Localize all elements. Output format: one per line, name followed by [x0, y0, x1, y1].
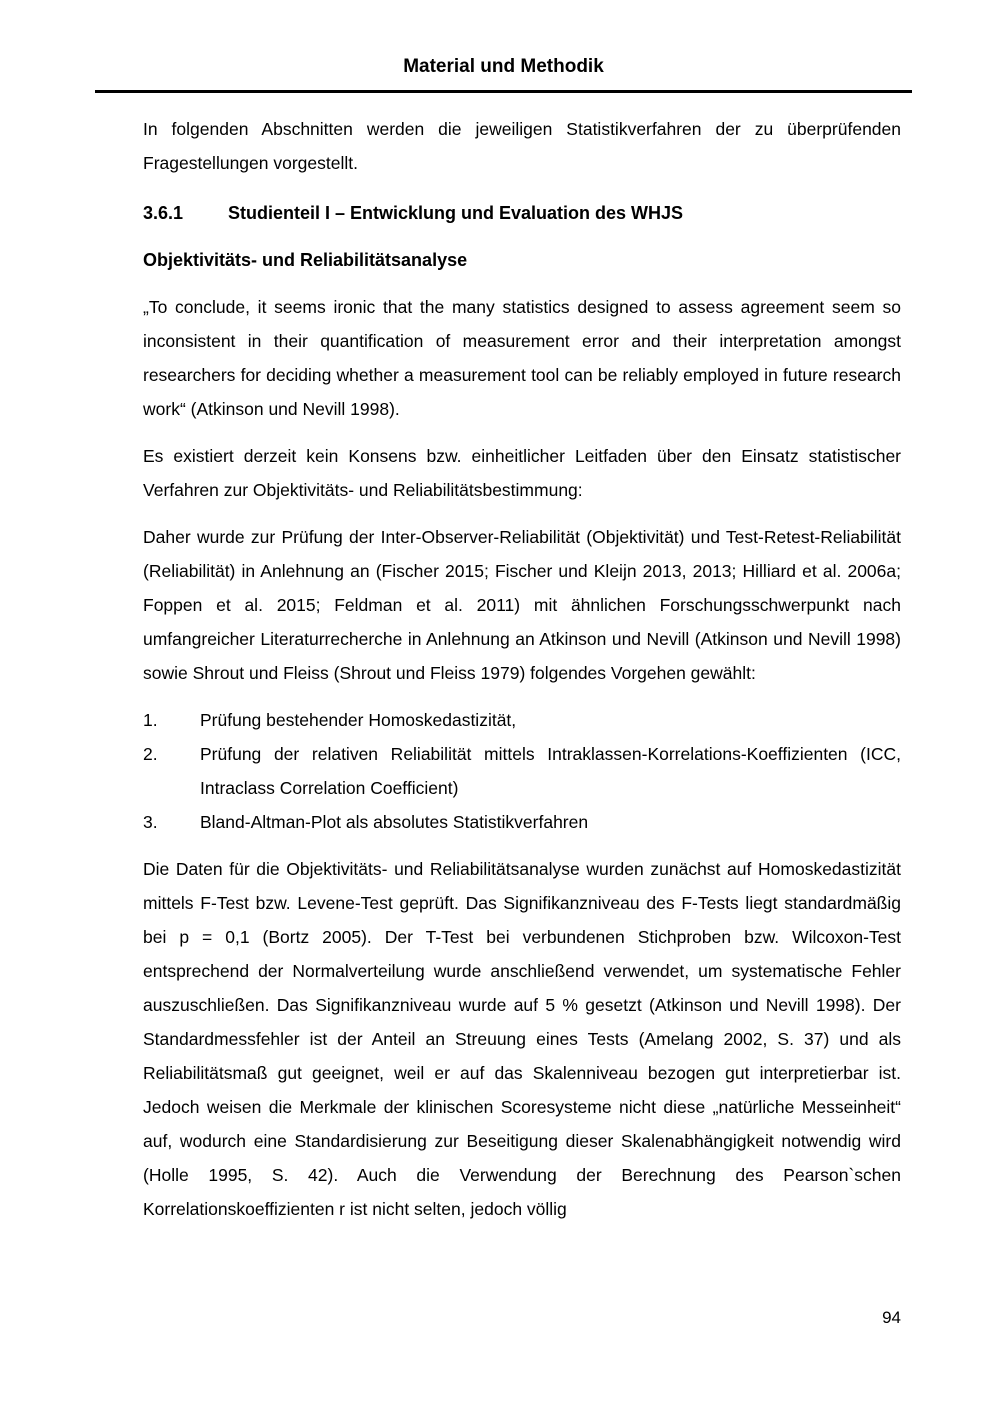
subsection-title: Objektivitäts- und Reliabilitätsanalyse [143, 250, 468, 270]
quote-paragraph: „To conclude, it seems ironic that the many statistics designed to assess agreement seem so inconsistent in their quantification of measurement error and their interpretation amongst researchers for deciding whether a measurement tool can be reliably employed in future research work“ (Atkinson und Nevill 1998). [143, 297, 901, 419]
intro-paragraph: In folgenden Abschnitten werden die jeweiligen Statistikverfahren der zu überprüfenden Fragestellungen vorgestellt. [143, 119, 901, 173]
list-item-number: 2. [143, 744, 158, 764]
list-item [143, 703, 901, 737]
running-header-title: Material und Methodik [95, 56, 912, 93]
list-item-number: 1. [143, 710, 158, 730]
vorgehen-paragraph: Daher wurde zur Prüfung der Inter-Observer-Reliabilität (Objektivität) und Test-Retest-Reliabilität (Reliabilität) in Anlehnung an (Fischer 2015; Fischer und Kleijn 2013, 2013; Hilliard et al. 2006a; Foppen et al. 2015; Feldman et al. 2011) mit ähnlichen Forschungsschwerpunkt nach umfangreicher Literaturrecherche in Anlehnung an Atkinson und Nevill (Atkinson und Nevill 1998) sowie Shrout und Fleiss (Shrout und Fleiss 1979) folgendes Vorgehen gewählt: [143, 527, 901, 683]
section-title: Studienteil I – Entwicklung und Evaluation des WHJS [228, 203, 684, 223]
page-content [143, 112, 901, 1239]
list-item-text: Prüfung bestehender Homoskedastizität, [200, 710, 517, 730]
section-heading [143, 196, 901, 230]
list-item [143, 737, 901, 805]
list-item-text: Prüfung der relativen Reliabilität mittels Intraklassen-Korrelations-Koeffizienten (ICC, Intraclass Correlation Coefficient) [200, 744, 901, 798]
konsens-paragraph: Es existiert derzeit kein Konsens bzw. einheitlicher Leitfaden über den Einsatz statistischer Verfahren zur Objektivitäts- und Reliabilitätsbestimmung: [143, 446, 901, 500]
daten-paragraph: Die Daten für die Objektivitäts- und Reliabilitätsanalyse wurden zunächst auf Homoskedastizität mittels F-Test bzw. Levene-Test geprüft. Das Signifikanzniveau des F-Tests liegt standardmäßig bei p = 0,1 (Bortz 2005). Der T-Test bei verbundenen Stichproben bzw. Wilcoxon-Test entsprechend der Normalverteilung wurde anschließend verwendet, um systematische Fehler auszuschließen. Das Signifikanzniveau wurde auf 5 % gesetzt (Atkinson und Nevill 1998). Der Standardmessfehler ist der Anteil an Streuung eines Tests (Amelang 2002, S. 37) und als Reliabilitätsmaß gut geeignet, weil er auf das Skalenniveau bezogen gut interpretierbar ist. Jedoch weisen die Merkmale der klinischen Scoresysteme nicht diese „natürliche Messeinheit“ auf, wodurch eine Standardisierung zur Beseitigung dieser Skalenabhängigkeit notwendig wird (Holle 1995, S. 42). Auch die Verwendung der Berechnung des Pearson`schen Korrelationskoeffizienten r ist nicht selten, jedoch völlig [143, 859, 901, 1219]
list-item-text: Bland-Altman-Plot als absolutes Statistikverfahren [200, 812, 589, 832]
list-item [143, 805, 901, 839]
section-number: 3.6.1 [143, 203, 184, 223]
list-item-number: 3. [143, 812, 158, 832]
numbered-list [143, 703, 901, 839]
page-number: 94 [882, 1308, 901, 1327]
